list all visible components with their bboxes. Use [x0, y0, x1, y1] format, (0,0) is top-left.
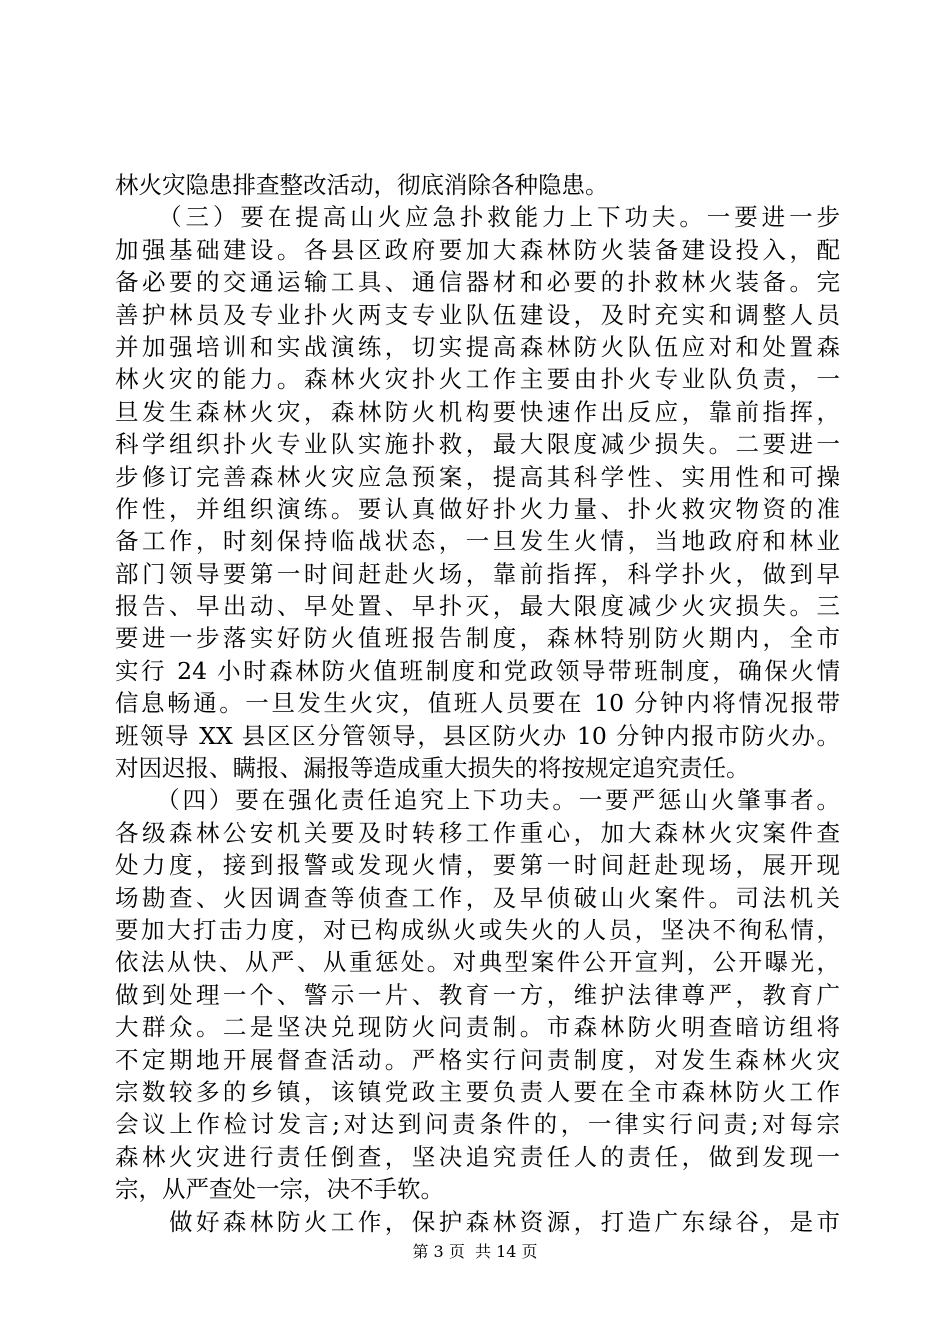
text-line: 信息畅通。一旦发生火灾，值班人员要在 10 分钟内将情况报带 [115, 689, 840, 718]
text-line: 林火灾隐患排查整改活动，彻底消除各种隐患。 [115, 171, 609, 199]
text-line: 做好森林防火工作，保护森林资源，打造广东绿谷，是市 [115, 1207, 840, 1236]
text-line: 并加强培训和实战演练，切实提高森林防火队伍应对和处置森 [115, 332, 840, 361]
text-line: 部门领导要第一时间赶赴火场，靠前指挥，科学扑火，做到早 [115, 559, 840, 588]
text-line: 宗，从严查处一宗，决不手软。 [115, 1175, 444, 1204]
text-line: 加强基础建设。各县区政府要加大森林防火装备建设投入，配 [115, 235, 840, 264]
text-line: 备必要的交通运输工具、通信器材和必要的扑救林火装备。完 [115, 268, 840, 297]
text-line: （三）要在提高山火应急扑救能力上下功夫。一要进一步 [115, 203, 840, 232]
page-number: 第 3 页 共 14 页 [412, 1242, 538, 1261]
text-line: （四）要在强化责任追究上下功夫。一要严惩山火肇事者。 [115, 786, 840, 815]
text-line: 作性，并组织演练。要认真做好扑火力量、扑火救灾物资的准 [115, 494, 840, 523]
text-line: 要进一步落实好防火值班报告制度，森林特别防火期内，全市 [115, 624, 840, 653]
text-line: 步修订完善森林火灾应急预案，提高其科学性、实用性和可操 [115, 462, 840, 491]
text-line: 科学组织扑火专业队实施扑救，最大限度减少损失。二要进一 [115, 430, 840, 459]
text-line: 做到处理一个、警示一片、教育一方，维护法律尊严，教育广 [115, 980, 840, 1009]
text-line: 林火灾的能力。森林火灾扑火工作主要由扑火专业队负责，一 [115, 365, 840, 394]
text-line: 不定期地开展督查活动。严格实行问责制度，对发生森林火灾 [115, 1045, 840, 1074]
text-line: 旦发生森林火灾，森林防火机构要快速作出反应，靠前指挥， [115, 397, 840, 426]
text-line: 备工作，时刻保持临战状态，一旦发生火情，当地政府和林业 [115, 527, 840, 556]
text-line: 各级森林公安机关要及时转移工作重心，加大森林火灾案件查 [115, 818, 840, 847]
text-line: 会议上作检讨发言;对达到问责条件的，一律实行问责;对每宗 [115, 1110, 840, 1139]
text-line: 处力度，接到报警或发现火情，要第一时间赶赴现场，展开现 [115, 851, 840, 880]
text-line: 依法从快、从严、从重惩处。对典型案件公开宣判，公开曝光， [115, 948, 840, 977]
text-line: 场勘查、火因调查等侦查工作，及早侦破山火案件。司法机关 [115, 883, 840, 912]
text-line: 班领导 XX 县区区分管领导，县区防火办 10 分钟内报市防火办。 [115, 721, 840, 750]
text-line: 善护林员及专业扑火两支专业队伍建设，及时充实和调整人员 [115, 300, 840, 329]
text-line: 森林火灾进行责任倒查，坚决追究责任人的责任，做到发现一 [115, 1142, 840, 1171]
document-body [115, 169, 840, 1238]
text-line: 要加大打击力度，对已构成纵火或失火的人员，坚决不徇私情， [115, 915, 840, 944]
text-line: 报告、早出动、早处置、早扑灭，最大限度减少火灾损失。三 [115, 592, 840, 621]
text-line: 大群众。二是坚决兑现防火问责制。市森林防火明查暗访组将 [115, 1013, 840, 1042]
text-line: 宗数较多的乡镇，该镇党政主要负责人要在全市森林防火工作 [115, 1077, 840, 1106]
text-line: 对因迟报、瞒报、漏报等造成重大损失的将按规定追究责任。 [115, 754, 750, 783]
text-line: 实行 24 小时森林防火值班制度和党政领导带班制度，确保火情 [115, 656, 840, 685]
